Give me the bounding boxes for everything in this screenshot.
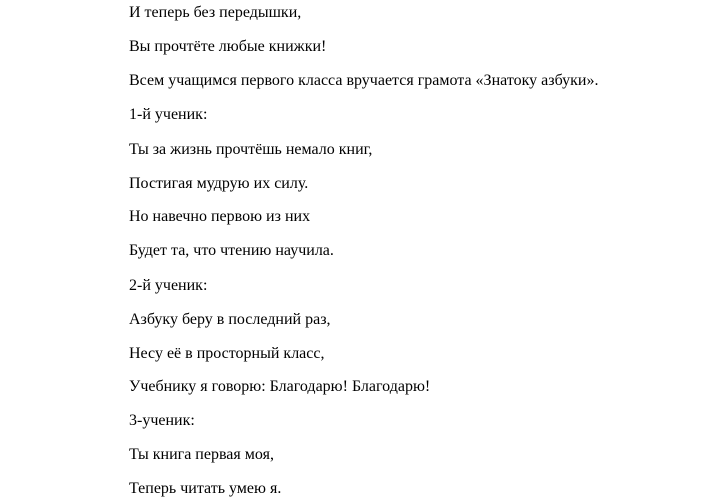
text-line: И теперь без передышки, [129,4,302,21]
text-line: Всем учащимся первого класса вручается грамота «Знатоку азбуки». [129,72,599,89]
speaker-label: 3-ученик: [129,412,195,429]
text-line: Несу её в просторный класс, [129,345,325,362]
text-line: Постигая мудрую их силу. [129,175,309,192]
speaker-label: 1-й ученик: [129,106,208,123]
text-line: Ты за жизнь прочтёшь немало книг, [129,141,373,158]
speaker-label: 2-й ученик: [129,277,208,294]
text-line: Азбуку беру в последний раз, [129,311,331,328]
text-line: Ты книга первая моя, [129,446,274,463]
text-line: Но навечно первою из них [129,208,311,225]
text-line: Будет та, что чтению научила. [129,242,334,259]
text-line: Теперь читать умею я. [129,480,282,497]
text-line: Учебнику я говорю: Благодарю! Благодарю! [129,378,431,395]
text-line: Вы прочтёте любые книжки! [129,38,327,55]
